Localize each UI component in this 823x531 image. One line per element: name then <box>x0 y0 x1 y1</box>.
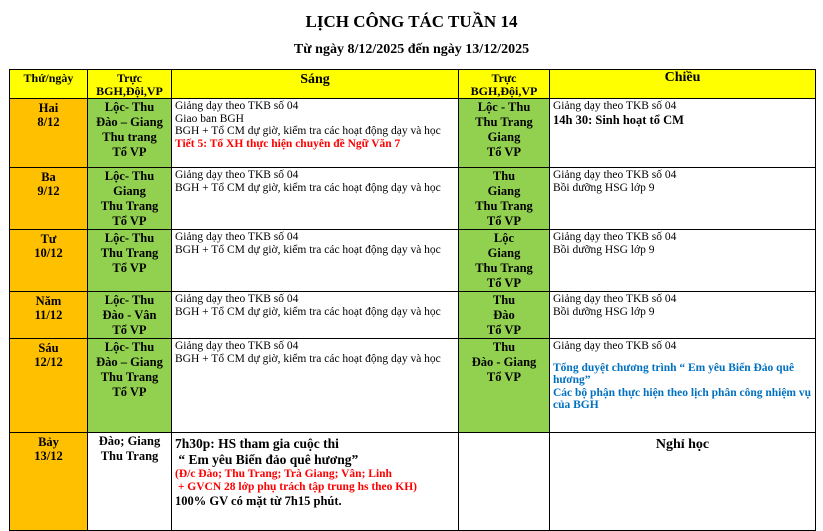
afternoon-cell: Giảng dạy theo TKB số 04 Bồi dưỡng HSG lớp 9 <box>550 168 816 230</box>
day-cell: Năm 11/12 <box>10 292 88 339</box>
header-duty-afternoon: Trực BGH,Đội,VP <box>459 70 550 99</box>
table-row <box>10 99 816 168</box>
morning-cell: Giảng dạy theo TKB số 04 BGH + Tổ CM dự giờ, kiểm tra các hoạt động dạy và học <box>172 339 459 433</box>
duty-afternoon-cell: Lộc - Thu Thu Trang Giang Tổ VP <box>459 99 550 168</box>
day-cell: Tư 10/12 <box>10 230 88 292</box>
morning-highlight: Tiết 5: Tổ XH thực hiện chuyên đề Ngữ Văn 7 <box>175 137 401 150</box>
header-duty-morning: Trực BGH,Đội,VP <box>88 70 172 99</box>
afternoon-cell: Giảng dạy theo TKB số 04 Tổng duyệt chương trình “ Em yêu Biển Đảo quê hương” Các bộ phận thực hiện theo lịch phân công nhiệm vụ của BGH <box>550 339 816 433</box>
duty-morning-cell: Lộc- Thu Thu Trang Tổ VP <box>88 230 172 292</box>
header-day: Thứ/ngày <box>10 70 88 99</box>
morning-cell: Giảng dạy theo TKB số 04 BGH + Tổ CM dự giờ, kiểm tra các hoạt động dạy và học <box>172 168 459 230</box>
day-cell: Ba 9/12 <box>10 168 88 230</box>
duty-morning-cell: Lộc- Thu Đào – Giang Thu Trang Tổ VP <box>88 339 172 433</box>
table-row <box>10 433 816 531</box>
duty-afternoon-cell: Lộc Giang Thu Trang Tổ VP <box>459 230 550 292</box>
duty-afternoon-cell: Thu Đào Tổ VP <box>459 292 550 339</box>
duty-morning-cell: Đào; Giang Thu Trang <box>88 433 172 531</box>
duty-morning-cell: Lộc- Thu Đào – Giang Thu trang Tổ VP <box>88 99 172 168</box>
duty-morning-cell: Lộc- Thu Đào - Vân Tổ VP <box>88 292 172 339</box>
table-row <box>10 168 816 230</box>
header-morning: Sáng <box>172 70 459 99</box>
afternoon-cell: Giảng dạy theo TKB số 04 Bồi dưỡng HSG lớp 9 <box>550 230 816 292</box>
morning-cell: Giảng dạy theo TKB số 04 Giao ban BGH BGH + Tổ CM dự giờ, kiểm tra các hoạt động dạy và học Tiết 5: Tổ XH thực hiện chuyên đề Ngữ Văn 7 <box>172 99 459 168</box>
page-title: LỊCH CÔNG TÁC TUẦN 14 <box>305 12 518 31</box>
table-row <box>10 230 816 292</box>
day-cell: Sáu 12/12 <box>10 339 88 433</box>
header-afternoon: Chiều <box>550 70 816 99</box>
morning-cell: Giảng dạy theo TKB số 04 BGH + Tổ CM dự giờ, kiểm tra các hoạt động dạy và học <box>172 230 459 292</box>
afternoon-cell: Giảng dạy theo TKB số 04 Bồi dưỡng HSG lớp 9 <box>550 292 816 339</box>
duty-afternoon-cell <box>459 433 550 531</box>
table-row <box>10 292 816 339</box>
day-cell: Hai 8/12 <box>10 99 88 168</box>
page-subtitle: Từ ngày 8/12/2025 đến ngày 13/12/2025 <box>293 42 530 57</box>
table-row <box>10 339 816 433</box>
afternoon-assignment: Các bộ phận thực hiện theo lịch phân công nhiệm vụ của BGH <box>553 386 812 411</box>
afternoon-cell: Giảng dạy theo TKB số 04 14h 30: Sinh hoạt tổ CM <box>550 99 816 168</box>
morning-cell: 7h30p: HS tham gia cuộc thi “ Em yêu Biển đảo quê hương” (Đ/c Đào; Thu Trang; Trà Giang; Vân; Linh + GVCN 28 lớp phụ trách tập trung hs theo KH) 100% GV có mặt từ 7h15 phút. <box>172 433 459 531</box>
header-row <box>10 70 816 99</box>
duty-morning-cell: Lộc- Thu Giang Thu Trang Tổ VP <box>88 168 172 230</box>
morning-cell: Giảng dạy theo TKB số 04 BGH + Tổ CM dự giờ, kiểm tra các hoạt động dạy và học <box>172 292 459 339</box>
day-cell: Bảy 13/12 <box>10 433 88 531</box>
afternoon-rehearsal: Tổng duyệt chương trình “ Em yêu Biển Đảo quê hương” <box>553 361 795 386</box>
afternoon-note: Nghỉ học <box>655 437 710 452</box>
duty-afternoon-cell: Thu Giang Thu Trang Tổ VP <box>459 168 550 230</box>
afternoon-cell <box>550 433 816 531</box>
schedule-table <box>9 69 816 531</box>
duty-afternoon-cell: Thu Đào - Giang Tổ VP <box>459 339 550 433</box>
